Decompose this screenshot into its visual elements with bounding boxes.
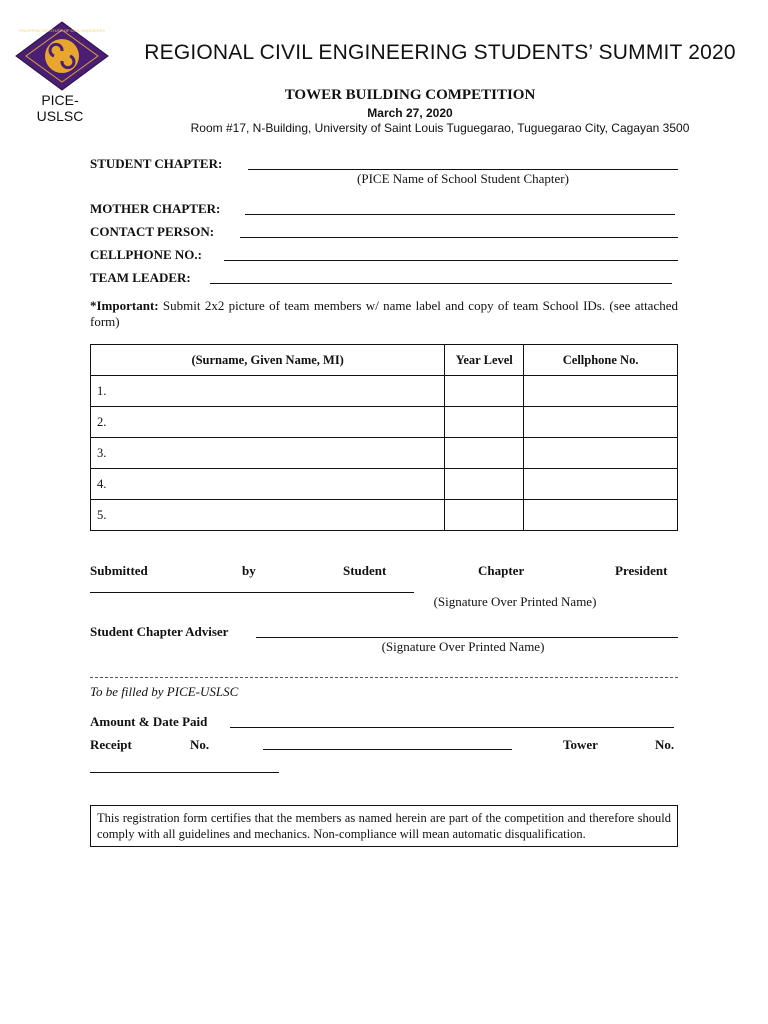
receipt-label: Receipt <box>90 737 132 752</box>
student-chapter-hint: (PICE Name of School Student Chapter) <box>357 171 569 186</box>
logo-text: PHILIPPINE INSTITUTE OF CIVIL ENGINEERS <box>18 28 106 33</box>
cellphone-cell[interactable] <box>524 407 678 438</box>
tower-no-label: No. <box>655 737 675 752</box>
year-cell[interactable] <box>445 500 524 531</box>
cellphone-cell[interactable] <box>524 376 678 407</box>
row-number[interactable]: 2. <box>91 407 445 438</box>
contact-person-label: CONTACT PERSON: <box>90 224 215 239</box>
table-header-row <box>91 345 678 376</box>
year-cell[interactable] <box>445 376 524 407</box>
team-leader-label: TEAM LEADER: <box>90 270 191 285</box>
president-signature-hint: (Signature Over Printed Name) <box>433 594 597 609</box>
table-row <box>91 407 678 438</box>
adviser-signature-line[interactable] <box>256 637 678 638</box>
contact-person-line[interactable] <box>240 237 678 238</box>
event-venue: Room #17, N-Building, University of Saint Louis Tuguegarao, Tuguegarao City, Cagayan 3500 <box>190 121 690 135</box>
year-cell[interactable] <box>445 469 524 500</box>
header-cellphone: Cellphone No. <box>524 345 678 376</box>
cellphone-line[interactable] <box>224 260 678 261</box>
receipt-line[interactable] <box>263 749 512 750</box>
table-row <box>91 438 678 469</box>
amount-date-label: Amount & Date Paid <box>90 714 208 729</box>
amount-date-line[interactable] <box>230 727 674 728</box>
row-number[interactable]: 3. <box>91 438 445 469</box>
important-note <box>90 298 678 330</box>
by-word: by <box>242 563 256 578</box>
event-title: REGIONAL CIVIL ENGINEERING STUDENTS’ SUMMIT 2020 <box>144 41 736 64</box>
president-signature-line[interactable] <box>90 592 414 593</box>
office-use-label: To be filled by PICE-USLSC <box>90 684 239 699</box>
student-word: Student <box>343 563 387 578</box>
team-leader-line[interactable] <box>210 283 672 284</box>
row-number[interactable]: 4. <box>91 469 445 500</box>
important-label: *Important: <box>90 298 159 313</box>
adviser-signature-hint: (Signature Over Printed Name) <box>381 639 545 654</box>
row-number[interactable]: 5. <box>91 500 445 531</box>
mother-chapter-line[interactable] <box>245 214 675 215</box>
submitted-word: Submitted <box>90 563 148 578</box>
table-row <box>91 500 678 531</box>
cellphone-cell[interactable] <box>524 438 678 469</box>
adviser-label: Student Chapter Adviser <box>90 624 229 639</box>
year-cell[interactable] <box>445 438 524 469</box>
important-text: Submit 2x2 picture of team members w/ name label and copy of team School IDs. (see attached form) <box>90 298 678 329</box>
president-word: President <box>615 563 668 578</box>
year-cell[interactable] <box>445 407 524 438</box>
header-name: (Surname, Given Name, MI) <box>91 345 445 376</box>
cut-line-divider <box>90 677 678 678</box>
table-row <box>91 376 678 407</box>
members-table <box>90 344 678 531</box>
student-chapter-line[interactable] <box>248 169 678 170</box>
disclaimer-box: This registration form certifies that the members as named herein are part of the competition and therefore should comply with all guidelines and mechanics. Non-compliance will mean automatic disqualification. <box>90 805 678 847</box>
receipt-no-label: No. <box>190 737 210 752</box>
pice-logo <box>14 20 110 92</box>
cellphone-cell[interactable] <box>524 469 678 500</box>
event-date: March 27, 2020 <box>367 106 453 120</box>
cellphone-label: CELLPHONE NO.: <box>90 247 202 262</box>
header-year-level: Year Level <box>445 345 524 376</box>
competition-title: TOWER BUILDING COMPETITION <box>284 87 536 103</box>
table-row <box>91 469 678 500</box>
mother-chapter-label: MOTHER CHAPTER: <box>90 201 221 216</box>
chapter-word: Chapter <box>478 563 525 578</box>
student-chapter-label: STUDENT CHAPTER: <box>90 156 223 171</box>
cellphone-cell[interactable] <box>524 500 678 531</box>
row-number[interactable]: 1. <box>91 376 445 407</box>
org-code: PICE-USLSC <box>36 92 84 124</box>
tower-label: Tower <box>563 737 598 752</box>
tower-line[interactable] <box>90 772 279 773</box>
